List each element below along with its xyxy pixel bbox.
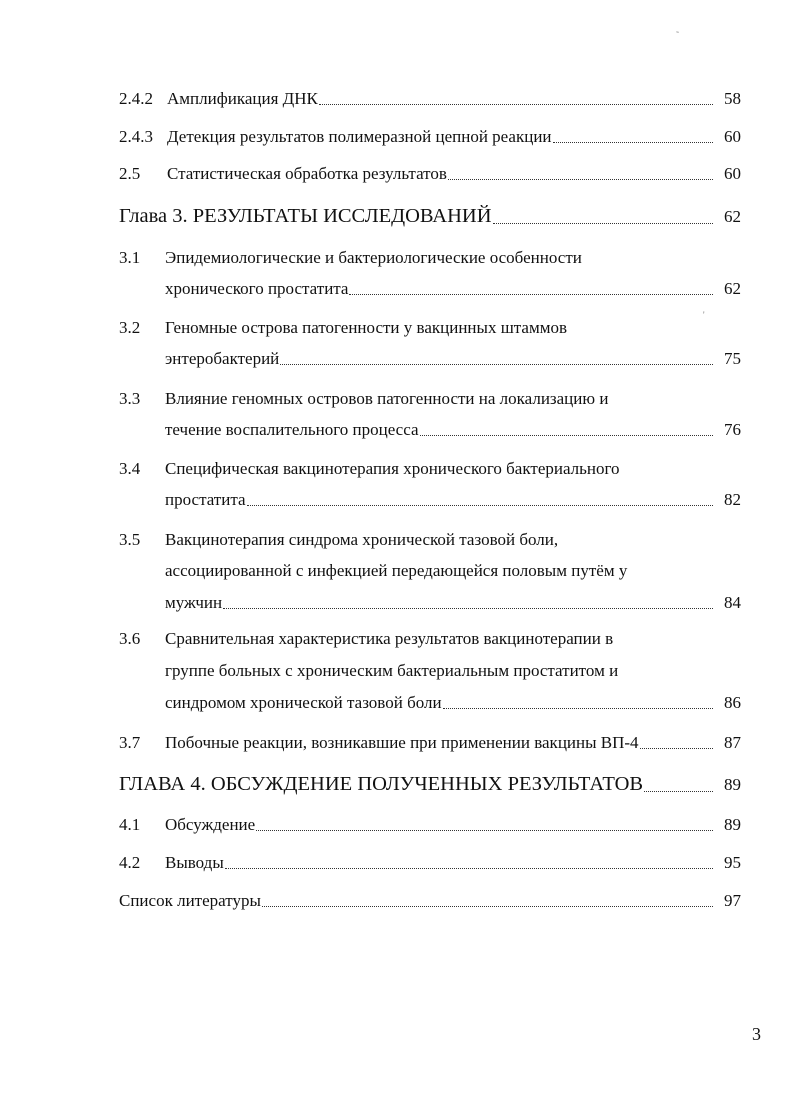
dot-leader xyxy=(448,178,713,180)
toc-entry-3-5-cont2[interactable]: мужчин 84 xyxy=(119,590,741,616)
toc-page-number: 82 xyxy=(724,490,741,509)
toc-entry-3-6-cont2[interactable]: синдромом хронической тазовой боли 86 xyxy=(119,690,741,716)
toc-page-number: 87 xyxy=(724,733,741,752)
dot-leader xyxy=(420,434,713,436)
toc-chapter-3[interactable]: Глава 3. РЕЗУЛЬТАТЫ ИССЛЕДОВАНИЙ 62 xyxy=(119,201,741,231)
toc-entry-3-1[interactable]: 3.1 Эпидемиологические и бактериологические особенности xyxy=(119,248,582,267)
toc-page-number: 86 xyxy=(724,693,741,712)
toc-page-number: 89 xyxy=(724,815,741,834)
dot-leader xyxy=(443,707,713,709)
toc-page-number: 97 xyxy=(724,891,741,910)
toc-page-number: 89 xyxy=(724,775,741,794)
toc-entry-3-3-cont[interactable]: течение воспалительного процесса 76 xyxy=(119,417,741,443)
dot-leader xyxy=(493,222,713,224)
dot-leader xyxy=(247,504,713,506)
toc-page-number: 62 xyxy=(724,279,741,298)
toc-entry-3-5-cont[interactable]: ассоциированной с инфекцией передающейся половым путём у xyxy=(165,561,628,580)
toc-entry-2-4-2[interactable]: 2.4.2 Амплификация ДНК 58 xyxy=(119,86,741,112)
toc-entry-4-1[interactable]: 4.1 Обсуждение 89 xyxy=(119,812,741,838)
toc-entry-3-4-cont[interactable]: простатита 82 xyxy=(119,487,741,513)
toc-page-number: 62 xyxy=(724,207,741,226)
toc-entry-3-6[interactable]: 3.6 Сравнительная характеристика результатов вакцинотерапии в xyxy=(119,629,614,648)
dot-leader xyxy=(644,790,713,792)
toc-entry-3-3[interactable]: 3.3 Влияние геномных островов патогенности на локализацию и xyxy=(119,389,609,408)
toc-entry-3-7[interactable]: 3.7 Побочные реакции, возникавшие при применении вакцины ВП-4 87 xyxy=(119,730,741,756)
toc-page-number: 58 xyxy=(724,89,741,108)
toc-chapter-4[interactable]: ГЛАВА 4. ОБСУЖДЕНИЕ ПОЛУЧЕННЫХ РЕЗУЛЬТАТОВ 89 xyxy=(119,769,741,799)
dot-leader xyxy=(640,747,713,749)
toc-entry-3-2[interactable]: 3.2 Геномные острова патогенности у вакцинных штаммов xyxy=(119,318,568,337)
toc-page-number: 60 xyxy=(724,164,741,183)
dot-leader xyxy=(349,293,713,295)
toc-entry-4-2[interactable]: 4.2 Выводы 95 xyxy=(119,850,741,876)
scan-mark: ' xyxy=(703,310,705,320)
toc-entry-3-5[interactable]: 3.5 Вакцинотерапия синдрома хронической тазовой боли, xyxy=(119,530,559,549)
toc-entry-3-1-cont[interactable]: хронического простатита 62 xyxy=(119,276,741,302)
dot-leader xyxy=(280,363,713,365)
dot-leader xyxy=(223,607,713,609)
toc-page-number: 75 xyxy=(724,349,741,368)
toc-page-number: 60 xyxy=(724,127,741,146)
dot-leader xyxy=(225,867,713,869)
toc-page-number: 76 xyxy=(724,420,741,439)
toc-page-number: 84 xyxy=(724,593,741,612)
toc-entry-2-5[interactable]: 2.5 Статистическая обработка результатов 60 xyxy=(119,161,741,187)
toc-entry-2-4-3[interactable]: 2.4.3 Детекция результатов полимеразной цепной реакции 60 xyxy=(119,124,741,150)
dot-leader xyxy=(319,103,713,105)
page-number: 3 xyxy=(752,1024,761,1044)
toc-entry-3-4[interactable]: 3.4 Специфическая вакцинотерапия хронического бактериального xyxy=(119,459,620,478)
toc-page-number: 95 xyxy=(724,853,741,872)
toc-entry-references[interactable]: Список литературы 97 xyxy=(119,888,741,914)
dot-leader xyxy=(256,829,713,831)
dot-leader xyxy=(553,141,713,143)
dot-leader xyxy=(262,905,713,907)
scan-mark: ˜ xyxy=(676,30,679,40)
toc-entry-3-2-cont[interactable]: энтеробактерий 75 xyxy=(119,346,741,372)
toc-entry-3-6-cont[interactable]: группе больных с хроническим бактериальным простатитом и xyxy=(165,661,619,680)
